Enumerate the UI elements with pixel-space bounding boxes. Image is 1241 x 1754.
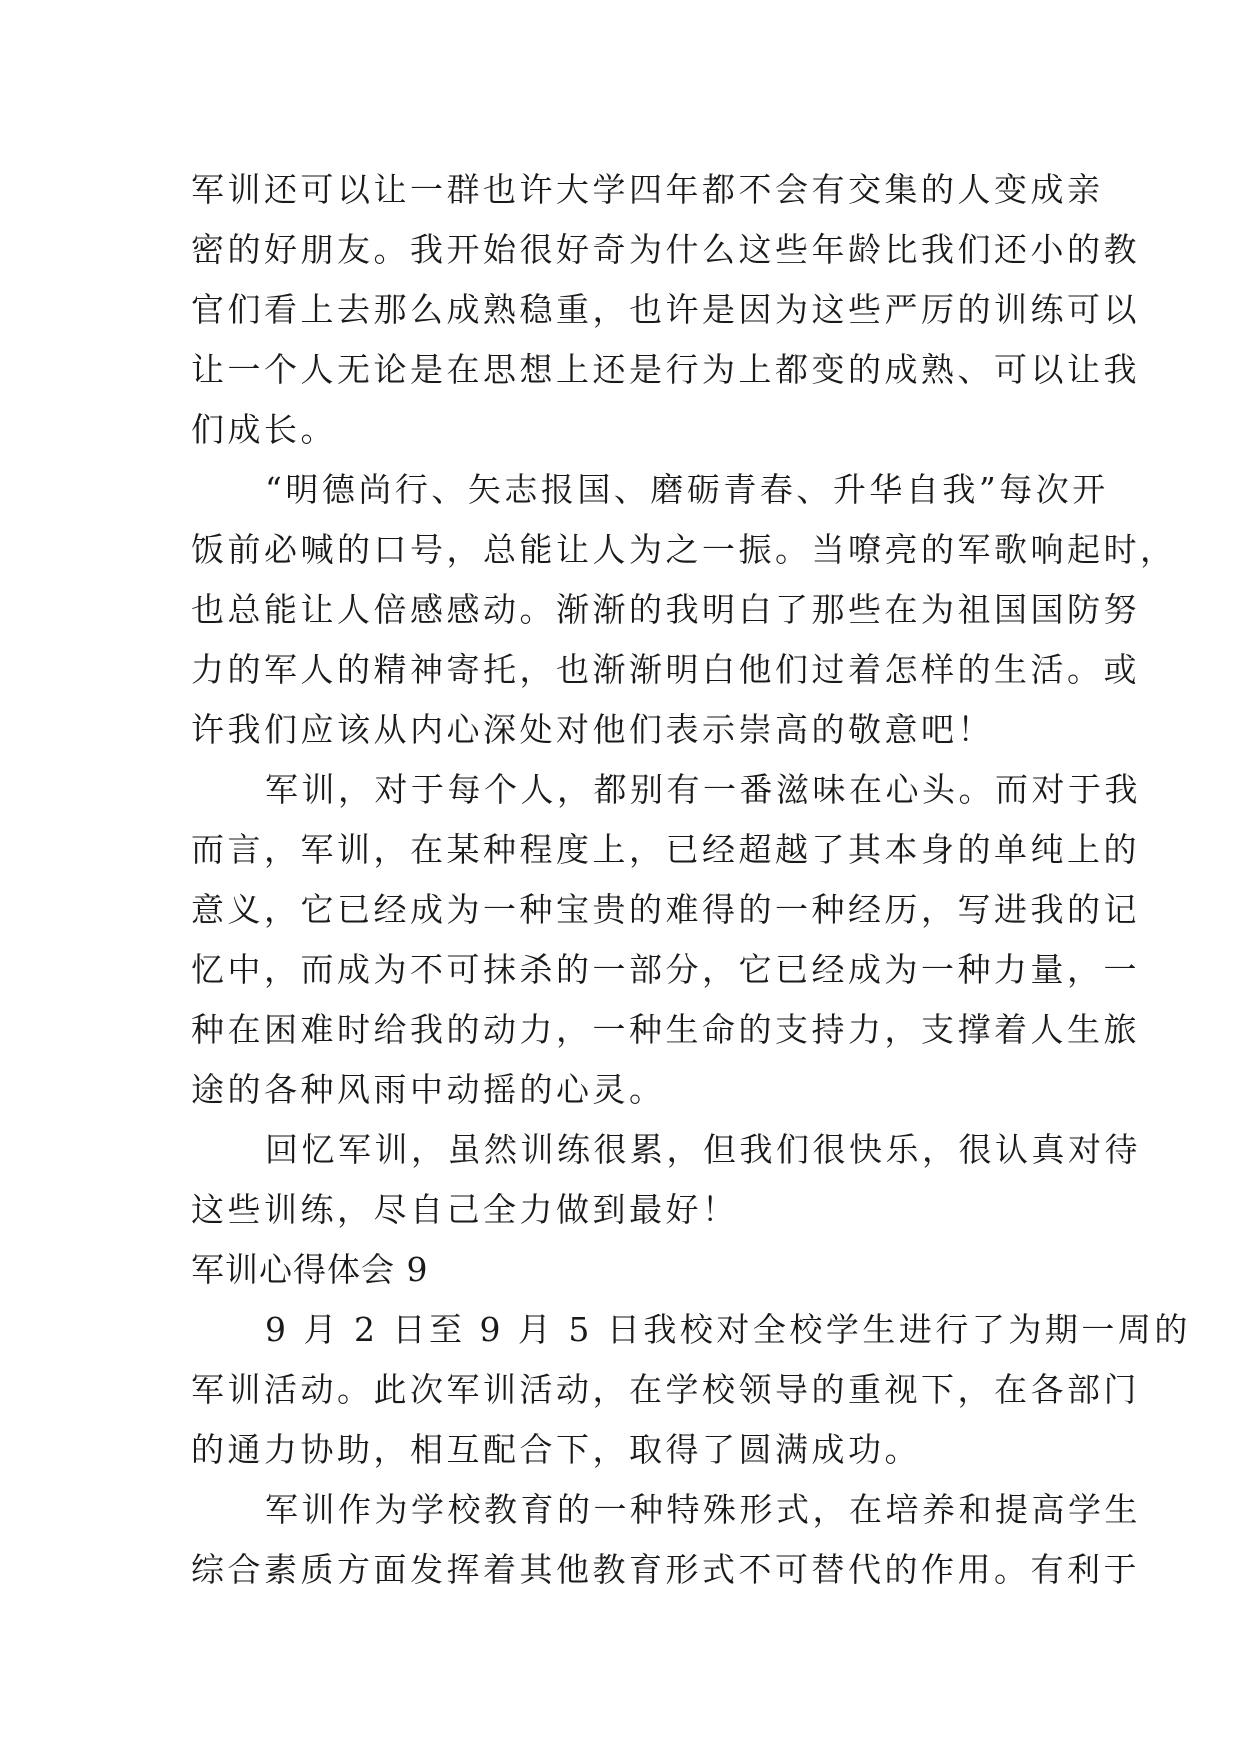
text-line: 综合素质方面发挥着其他教育形式不可替代的作用。有利于 [191,1550,1140,1589]
document-body [191,160,1191,1600]
text-line: 这些训练，尽自己全力做到最好！ [191,1190,739,1229]
text-line: 而言，军训，在某种程度上，已经超越了其本身的单纯上的 [191,830,1140,869]
text-line: 种在困难时给我的动力，一种生命的支持力，支撑着人生旅 [191,1010,1140,1049]
text-line: 饭前必喊的口号，总能让人为之一振。当嘹亮的军歌响起时， [191,530,1177,569]
text-line: 许我们应该从内心深处对他们表示崇高的敬意吧！ [191,710,994,749]
text-line: 们成长。 [191,410,337,449]
paragraph-start-line: 军训，对于每个人，都别有一番滋味在心头。而对于我 [265,770,1141,809]
text-line: 军训活动。此次军训活动，在学校领导的重视下，在各部门 [191,1370,1140,1409]
text-line: 的通力协助，相互配合下，取得了圆满成功。 [191,1430,921,1469]
paragraph-start-line: “明德尚行、矢志报国、磨砺青春、升华自我”每次开 [265,470,1109,509]
text-line: 途的各种风雨中动摇的心灵。 [191,1070,666,1109]
text-line: 力的军人的精神寄托，也渐渐明白他们过着怎样的生活。或 [191,650,1140,689]
paragraph-start-line: 9 月 2 日至 9 月 5 日我校对全校学生进行了为期一周的 [265,1310,1191,1349]
paragraph-start-line: 军训作为学校教育的一种特殊形式，在培养和提高学生 [265,1490,1141,1529]
text-line: 官们看上去那么成熟稳重，也许是因为这些严厉的训练可以 [191,290,1140,329]
paragraph-start-line: 回忆军训，虽然训练很累，但我们很快乐，很认真对待 [265,1130,1141,1169]
text-line: 也总能让人倍感感动。渐渐的我明白了那些在为祖国国防努 [191,590,1140,629]
text-line: 军训还可以让一群也许大学四年都不会有交集的人变成亲 [191,170,1104,209]
text-line: 密的好朋友。我开始很好奇为什么这些年龄比我们还小的教 [191,230,1140,269]
text-line: 让一个人无论是在思想上还是行为上都变的成熟、可以让我 [191,350,1140,389]
section-heading: 军训心得体会 9 [191,1250,429,1289]
text-line: 忆中，而成为不可抹杀的一部分，它已经成为一种力量，一 [191,950,1140,989]
text-line: 意义，它已经成为一种宝贵的难得的一种经历，写进我的记 [191,890,1140,929]
